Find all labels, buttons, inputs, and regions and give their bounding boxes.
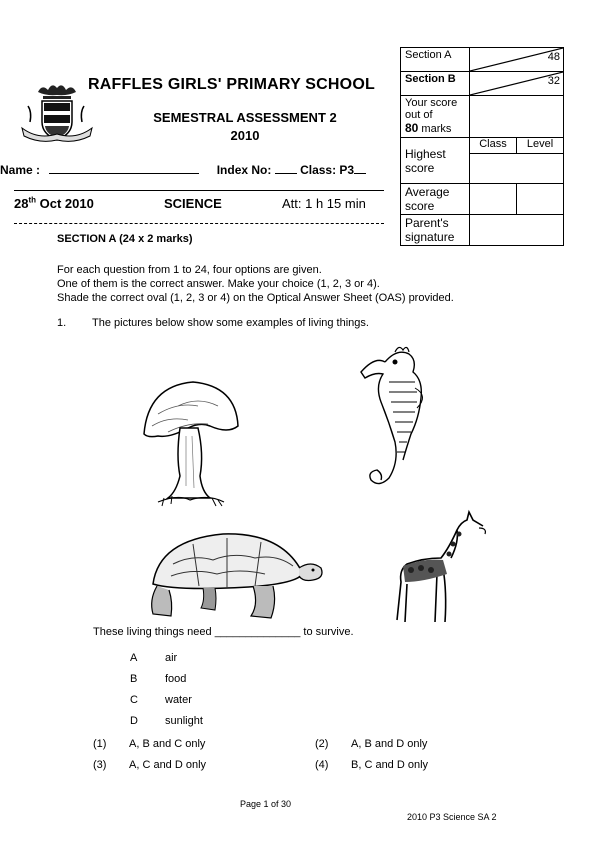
name-row [0,163,380,177]
average-score-label [401,184,470,215]
subject: SCIENCE [164,196,222,211]
your-score-label: Your score out of [405,97,458,121]
highest-score-label [401,138,470,184]
assessment-year: 2010 [230,128,260,143]
assessment-title [140,110,350,143]
date-row [14,196,384,211]
section-b-value: 32 [547,75,560,87]
date-suffix: th [28,196,37,205]
item-letter: B [130,673,138,685]
exam-duration: Att: 1 h 15 min [282,196,366,211]
header-bottom-rule [14,223,384,224]
marks-word: marks [421,123,452,135]
choice-text: A, B and D only [351,738,428,750]
average-score-text: Average score [405,185,450,213]
page-number: Page 1 of 30 [240,799,292,809]
class-label: Class: P3 [300,163,355,177]
tortoise-picture [143,524,325,622]
choice-3[interactable] [93,759,206,771]
list-item [130,694,203,715]
index-field[interactable] [275,163,297,174]
giraffe-picture [393,508,491,626]
class-average-value [470,184,517,214]
question-number: 1. [57,317,67,329]
name-label: Name : [0,163,41,177]
date-day: 28 [14,196,29,212]
item-text: food [165,673,187,685]
section-a-label: Section A [401,48,470,72]
question-stem [93,625,493,639]
item-text: water [165,694,192,706]
score-table [400,47,564,246]
choice-text: A, C and D only [129,759,207,771]
list-item [130,652,203,673]
item-letter: D [130,715,138,727]
seahorse-picture [355,342,433,494]
section-b-label: Section B [401,72,470,96]
list-item [130,715,203,736]
choice-number: (4) [315,759,329,771]
name-field[interactable] [49,163,199,174]
section-a-value: 48 [547,51,560,63]
marks-number: 80 [405,121,419,135]
class-level-cell [470,138,564,184]
choice-4[interactable] [315,759,428,771]
parent-signature-box[interactable] [470,215,564,246]
school-crest-logo [18,82,96,144]
document-id: 2010 P3 Science SA 2 [407,812,497,822]
highest-score-text: Highest score [405,146,446,175]
average-score-cells [470,184,564,215]
choice-1[interactable] [93,738,205,750]
class-field[interactable] [354,163,366,174]
exam-date [14,196,94,211]
item-list [130,652,203,736]
section-title: SECTION A (24 x 2 marks) [57,233,193,245]
choice-text: B, C and D only [351,759,429,771]
your-score-value [470,96,564,138]
item-letter: C [130,694,138,706]
choice-2[interactable] [315,738,427,750]
choice-number: (3) [93,759,107,771]
instruction-line-3: Shade the correct oval (1, 2, 3 or 4) on the Optical Answer Sheet (OAS) provided. [57,292,454,304]
mushroom-picture [138,376,243,508]
header-top-rule [14,190,384,191]
instructions [57,263,557,305]
item-text: sunlight [165,715,203,727]
your-score-cell [401,96,470,138]
item-text: air [165,652,178,664]
stem-before: These living things need [93,626,215,638]
parent-signature-label [401,215,470,246]
choice-number: (1) [93,738,107,750]
choice-text: A, B and C only [129,738,206,750]
index-label: Index No: [216,163,275,177]
class-column-header: Class [470,138,516,154]
instruction-line-1: For each question from 1 to 24, four options are given. [57,264,322,276]
level-average-value [517,184,563,214]
answer-blank: ______________ [214,626,301,638]
item-letter: A [130,652,138,664]
stem-after: to survive. [300,626,354,638]
choice-number: (2) [315,738,329,750]
level-column-header: Level [517,138,563,154]
school-name: RAFFLES GIRLS' PRIMARY SCHOOL [88,76,375,93]
section-a-score-cell [470,48,564,72]
parent-signature-text: Parent's signature [405,216,455,244]
list-item [130,673,203,694]
section-b-score-cell [470,72,564,96]
question-1-heading [57,316,537,330]
instruction-line-2: One of them is the correct answer. Make your choice (1, 2, 3 or 4). [57,278,380,290]
date-month-year: Oct 2010 [36,196,94,212]
question-text: The pictures below show some examples of living things. [92,317,369,329]
assessment-name: SEMESTRAL ASSESSMENT 2 [153,110,337,125]
